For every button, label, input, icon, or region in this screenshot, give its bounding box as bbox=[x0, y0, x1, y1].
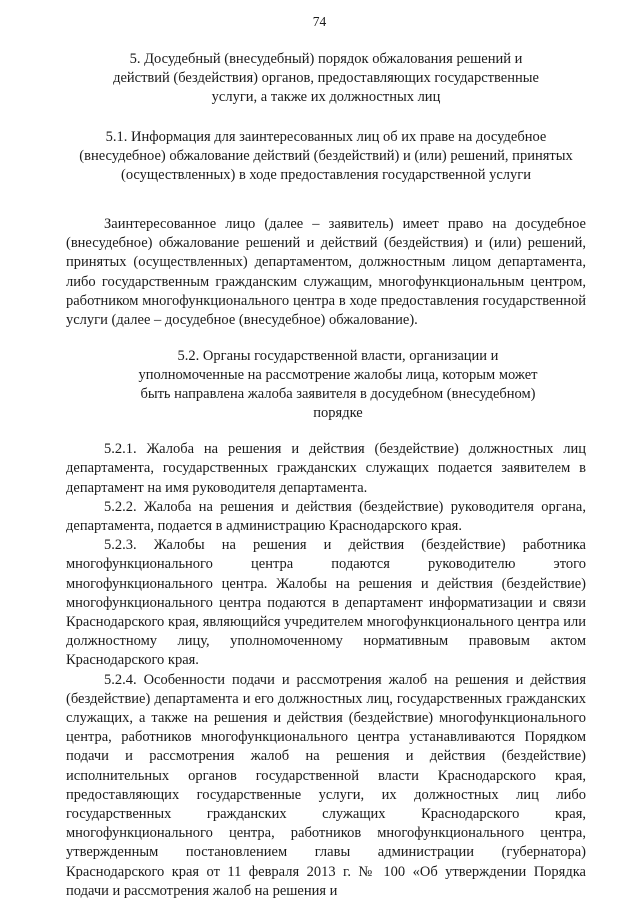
paragraph-5-2-1: 5.2.1. Жалоба на решения и действия (бездействие) должностных лиц департамента, государственных гражданских служащих подается заявителем в департамент на имя руководителя департамента. bbox=[66, 441, 586, 496]
section-5-title: 5. Досудебный (внесудебный) порядок обжалования решений и действий (бездействия) органов, предоставляющих государственные услуги, а также их должностных лиц bbox=[113, 51, 539, 105]
subsection-5-2-title: 5.2. Органы государственной власти, организации и уполномоченные на рассмотрение жалобы лица, которым может быть направлена жалоба заявителя в досудебном (внесудебном) порядке bbox=[138, 348, 538, 422]
subsection-5-1-title: 5.1. Информация для заинтересованных лиц об их праве на досудебное (внесудебное) обжалование действий (бездействий) и (или) решений, принятых (осуществленных) в ходе предоставления государственной услуги bbox=[79, 129, 573, 183]
paragraph-5-2-3: 5.2.3. Жалобы на решения и действия (бездействие) работника многофункционального центра подаются руководителю этого многофункционального центра. Жалобы на решения и действия (бездействие) многофункционального центра подаются в департамент информатизации и связи Краснодарского края, являющийся учредителем многофункционального центра или должностному лицу, уполномоченному нормативным правовым актом Краснодарского края. bbox=[66, 537, 586, 669]
page-number: 74 bbox=[312, 14, 327, 29]
document-body bbox=[66, 50, 586, 901]
paragraph-5-1: Заинтересованное лицо (далее – заявитель) имеет право на досудебное (внесудебное) обжалование решений и действий (бездействия) и (или) решений, принятых (осуществленных) департаментом, должностным лицом департамента, либо государственным гражданским служащим, многофункциональным центром, работником многофункционального центра в ходе предоставления государственной услуги (далее – досудебное (внесудебное) обжалование). bbox=[66, 216, 586, 329]
paragraph-5-2-2: 5.2.2. Жалоба на решения и действия (бездействие) руководителя органа, департамента, подается в администрацию Краснодарского края. bbox=[66, 498, 586, 535]
paragraph-5-2-4: 5.2.4. Особенности подачи и рассмотрения жалоб на решения и действия (бездействие) департамента и его должностных лиц, государственных гражданских служащих, а также на решения и действия (бездействие) многофункционального центра, работников многофункционального центра устанавливаются Порядком подачи и рассмотрения жалоб на решения и действия (бездействие) исполнительных органов государственной власти Краснодарского края, предоставляющих государственные услуги, их должностных лиц либо государственных гражданских служащих Краснодарского края, многофункционального центра, работников многофункционального центра, утвержденным постановлением главы администрации (губернатора) Краснодарского края от 11 февраля 2013 г. № 100 «Об утверждении Порядка подачи и рассмотрения жалоб на решения и bbox=[66, 671, 586, 899]
